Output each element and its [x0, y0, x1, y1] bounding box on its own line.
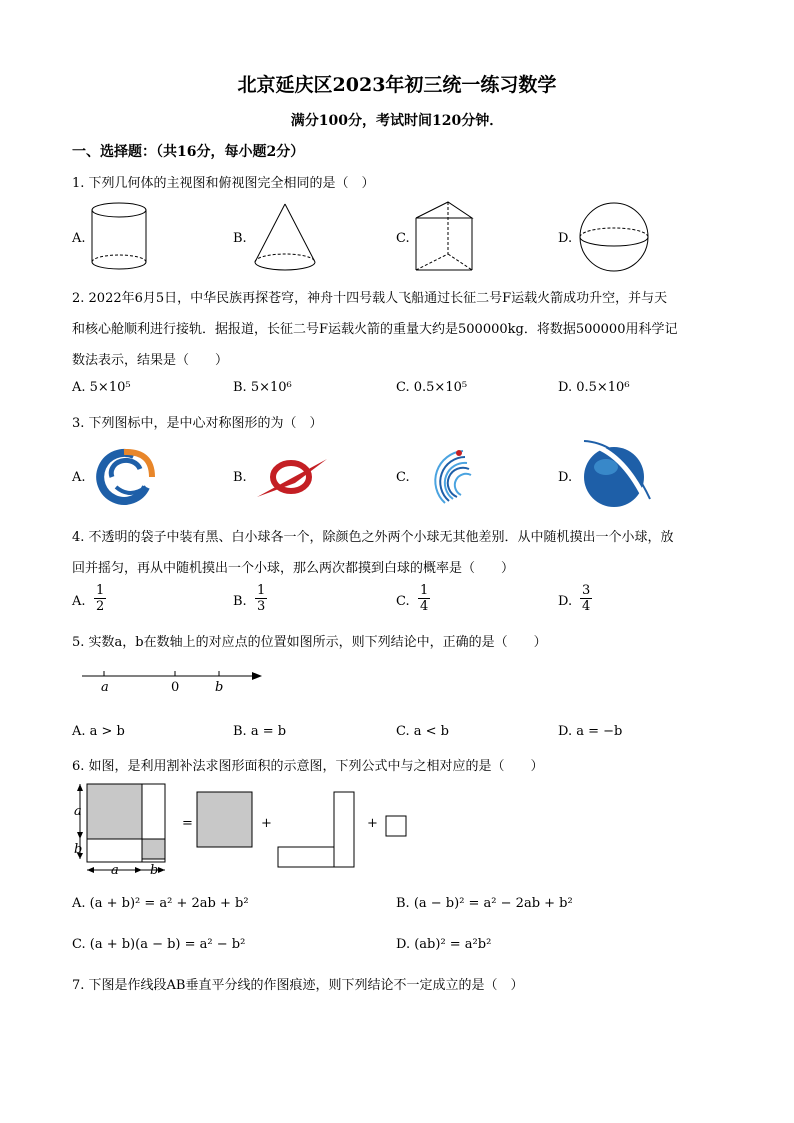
prism-figure: [412, 200, 477, 275]
q3-stem: 3. 下列图标中，是中心对称图形的为（ ）: [72, 416, 323, 431]
sphere-figure: [578, 200, 653, 275]
q2-option-c: C. 0.5×10⁵: [396, 380, 468, 395]
logo-a-icon: [94, 447, 156, 507]
q6-option-a: A. (a + b)² = a² + 2ab + b²: [72, 896, 249, 911]
q1-option-d: D.: [558, 231, 573, 246]
section-heading: 一、选择题：（共16分，每小题2分）: [72, 144, 305, 160]
q1-option-a: A.: [72, 231, 86, 246]
q5-option-c: C. a < b: [396, 724, 449, 739]
q6-option-b: B. (a − b)² = a² − 2ab + b²: [396, 896, 573, 911]
plus-sign-1: +: [261, 816, 272, 831]
cylinder-figure: [88, 200, 150, 275]
q4-option-d-label: D.: [558, 594, 573, 609]
q1-option-b: B.: [233, 231, 247, 246]
axis-label-zero: 0: [171, 680, 180, 695]
axis-label-b: b: [215, 680, 224, 695]
q4-option-d-fraction: $\frac{3}{4}$: [582, 583, 591, 614]
q3-option-a: A.: [72, 470, 86, 485]
axis-label-a: a: [101, 680, 109, 695]
plus-sign-2: +: [367, 816, 378, 831]
q2-line-2: 和核心舱顺利进行接轨．据报道，长征二号F运载火箭的重量大约是500000kg．将数据500000用科学记: [72, 322, 678, 337]
q3-option-c: C.: [396, 470, 410, 485]
q6-option-d: D. (ab)² = a²b²: [396, 937, 492, 952]
q3-option-d: D.: [558, 470, 573, 485]
q1-stem: 1. 下列几何体的主视图和俯视图完全相同的是（ ）: [72, 176, 375, 191]
logo-d-icon: [580, 441, 650, 509]
q4-option-b-label: B.: [233, 594, 247, 609]
q5-stem: 5. 实数a，b在数轴上的对应点的位置如图所示，则下列结论中，正确的是（ ）: [72, 635, 547, 650]
exam-info: 满分100分，考试时间120分钟．: [290, 113, 504, 129]
q5-option-a: A. a > b: [72, 724, 125, 739]
q2-option-b: B. 5×10⁶: [233, 380, 292, 395]
dim-label-b-left: b: [74, 842, 83, 857]
q4-option-c-label: C.: [396, 594, 410, 609]
q3-option-b: B.: [233, 470, 247, 485]
logo-b-icon: [255, 455, 330, 500]
q4-line-1: 4. 不透明的袋子中装有黑、白小球各一个，除颜色之外两个小球无其他差别．从中随机摸出一个小球，放: [72, 530, 674, 545]
logo-c-icon: [415, 443, 477, 509]
q6-option-c: C. (a + b)(a − b) = a² − b²: [72, 937, 246, 952]
page-title: 北京延庆区2023年初三统一练习数学: [237, 74, 557, 96]
cone-figure: [250, 200, 320, 275]
q7-stem: 7. 下图是作线段AB垂直平分线的作图痕迹，则下列结论不一定成立的是（ ）: [72, 978, 524, 993]
q2-line-1: 2. 2022年6月5日，中华民族再探苍穹，神舟十四号载人飞船通过长征二号F运载火箭成功升空，并与天: [72, 291, 668, 306]
q4-option-a-label: A.: [72, 594, 86, 609]
dim-label-a-left: a: [74, 804, 82, 819]
q2-line-3: 数法表示，结果是（ ）: [72, 353, 229, 368]
q1-option-c: C.: [396, 231, 410, 246]
q5-option-b: B. a = b: [233, 724, 287, 739]
equals-sign: =: [182, 816, 193, 831]
q4-option-a-fraction: $\frac{1}{2}$: [96, 583, 105, 614]
q6-stem: 6. 如图，是利用割补法求图形面积的示意图，下列公式中与之相对应的是（ ）: [72, 759, 544, 774]
q2-option-d: D. 0.5×10⁶: [558, 380, 630, 395]
dim-label-a-bottom: a: [111, 863, 119, 878]
q4-option-c-fraction: $\frac{1}{4}$: [420, 583, 429, 614]
q4-line-2: 回并摇匀，再从中随机摸出一个小球，那么两次都摸到白球的概率是（ ）: [72, 561, 515, 576]
area-diagram: [72, 782, 417, 882]
q4-option-b-fraction: $\frac{1}{3}$: [257, 583, 266, 614]
q2-option-a: A. 5×10⁵: [72, 380, 131, 395]
q5-option-d: D. a = −b: [558, 724, 623, 739]
dim-label-b-bottom: b: [150, 863, 159, 878]
